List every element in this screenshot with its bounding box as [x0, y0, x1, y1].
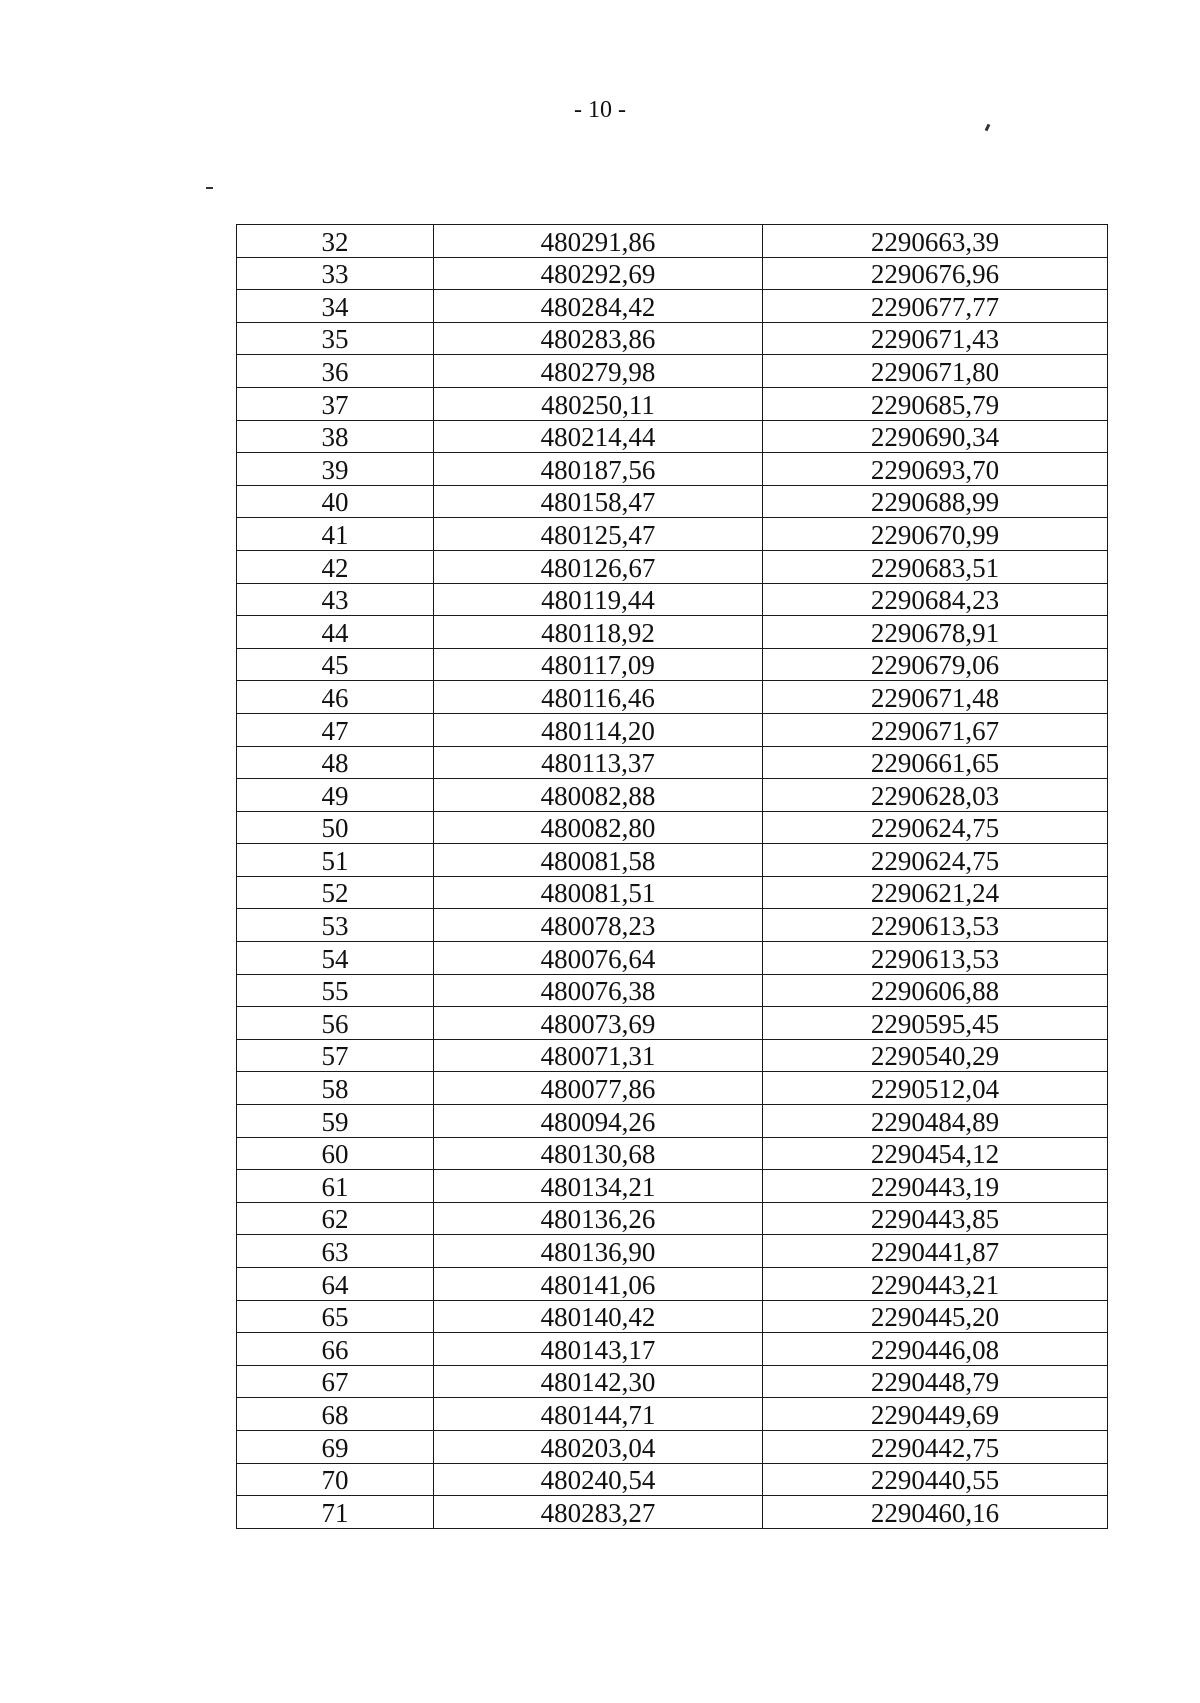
x-coordinate-cell: 480081,51	[434, 876, 763, 909]
x-coordinate-cell: 480078,23	[434, 909, 763, 942]
coordinates-table	[236, 224, 1108, 1529]
point-number-cell: 40	[237, 485, 434, 518]
y-coordinate-cell: 2290512,04	[763, 1072, 1108, 1105]
y-coordinate-cell: 2290684,23	[763, 583, 1108, 616]
point-number-cell: 46	[237, 681, 434, 714]
y-coordinate-cell: 2290676,96	[763, 257, 1108, 290]
y-coordinate-cell: 2290484,89	[763, 1105, 1108, 1138]
y-coordinate-cell: 2290683,51	[763, 550, 1108, 583]
scan-speck	[985, 124, 991, 132]
y-coordinate-cell: 2290613,53	[763, 909, 1108, 942]
table-row	[237, 1170, 1108, 1203]
x-coordinate-cell: 480130,68	[434, 1137, 763, 1170]
table-row	[237, 1496, 1108, 1529]
y-coordinate-cell: 2290671,48	[763, 681, 1108, 714]
point-number-cell: 42	[237, 550, 434, 583]
table-row	[237, 909, 1108, 942]
table-row	[237, 485, 1108, 518]
y-coordinate-cell: 2290624,75	[763, 811, 1108, 844]
table-row	[237, 681, 1108, 714]
table-row	[237, 257, 1108, 290]
x-coordinate-cell: 480082,88	[434, 779, 763, 812]
x-coordinate-cell: 480284,42	[434, 290, 763, 323]
point-number-cell: 41	[237, 518, 434, 551]
x-coordinate-cell: 480134,21	[434, 1170, 763, 1203]
table-row	[237, 779, 1108, 812]
table-row	[237, 355, 1108, 388]
x-coordinate-cell: 480136,90	[434, 1235, 763, 1268]
y-coordinate-cell: 2290540,29	[763, 1039, 1108, 1072]
x-coordinate-cell: 480081,58	[434, 844, 763, 877]
x-coordinate-cell: 480279,98	[434, 355, 763, 388]
y-coordinate-cell: 2290679,06	[763, 648, 1108, 681]
x-coordinate-cell: 480094,26	[434, 1105, 763, 1138]
y-coordinate-cell: 2290443,85	[763, 1202, 1108, 1235]
x-coordinate-cell: 480143,17	[434, 1333, 763, 1366]
table-row	[237, 1268, 1108, 1301]
x-coordinate-cell: 480117,09	[434, 648, 763, 681]
x-coordinate-cell: 480141,06	[434, 1268, 763, 1301]
y-coordinate-cell: 2290628,03	[763, 779, 1108, 812]
table-row	[237, 1333, 1108, 1366]
point-number-cell: 55	[237, 974, 434, 1007]
point-number-cell: 38	[237, 420, 434, 453]
point-number-cell: 60	[237, 1137, 434, 1170]
table-row	[237, 1072, 1108, 1105]
table-row	[237, 648, 1108, 681]
y-coordinate-cell: 2290671,80	[763, 355, 1108, 388]
y-coordinate-cell: 2290621,24	[763, 876, 1108, 909]
y-coordinate-cell: 2290440,55	[763, 1463, 1108, 1496]
table-row	[237, 290, 1108, 323]
x-coordinate-cell: 480136,26	[434, 1202, 763, 1235]
point-number-cell: 65	[237, 1300, 434, 1333]
table-row	[237, 1398, 1108, 1431]
point-number-cell: 57	[237, 1039, 434, 1072]
table-row	[237, 1202, 1108, 1235]
x-coordinate-cell: 480116,46	[434, 681, 763, 714]
x-coordinate-cell: 480158,47	[434, 485, 763, 518]
y-coordinate-cell: 2290454,12	[763, 1137, 1108, 1170]
table-row	[237, 420, 1108, 453]
x-coordinate-cell: 480076,64	[434, 942, 763, 975]
table-row	[237, 1300, 1108, 1333]
x-coordinate-cell: 480140,42	[434, 1300, 763, 1333]
y-coordinate-cell: 2290663,39	[763, 225, 1108, 258]
table-row	[237, 518, 1108, 551]
x-coordinate-cell: 480071,31	[434, 1039, 763, 1072]
point-number-cell: 67	[237, 1365, 434, 1398]
point-number-cell: 32	[237, 225, 434, 258]
table-row	[237, 746, 1108, 779]
x-coordinate-cell: 480250,11	[434, 387, 763, 420]
x-coordinate-cell: 480291,86	[434, 225, 763, 258]
table-row	[237, 550, 1108, 583]
table-row	[237, 583, 1108, 616]
table-row	[237, 1007, 1108, 1040]
y-coordinate-cell: 2290670,99	[763, 518, 1108, 551]
point-number-cell: 66	[237, 1333, 434, 1366]
point-number-cell: 56	[237, 1007, 434, 1040]
y-coordinate-cell: 2290445,20	[763, 1300, 1108, 1333]
x-coordinate-cell: 480113,37	[434, 746, 763, 779]
x-coordinate-cell: 480118,92	[434, 616, 763, 649]
point-number-cell: 33	[237, 257, 434, 290]
point-number-cell: 64	[237, 1268, 434, 1301]
point-number-cell: 52	[237, 876, 434, 909]
y-coordinate-cell: 2290613,53	[763, 942, 1108, 975]
y-coordinate-cell: 2290446,08	[763, 1333, 1108, 1366]
point-number-cell: 50	[237, 811, 434, 844]
x-coordinate-cell: 480077,86	[434, 1072, 763, 1105]
y-coordinate-cell: 2290443,19	[763, 1170, 1108, 1203]
x-coordinate-cell: 480142,30	[434, 1365, 763, 1398]
point-number-cell: 49	[237, 779, 434, 812]
y-coordinate-cell: 2290442,75	[763, 1430, 1108, 1463]
point-number-cell: 58	[237, 1072, 434, 1105]
point-number-cell: 69	[237, 1430, 434, 1463]
table-row	[237, 1039, 1108, 1072]
y-coordinate-cell: 2290449,69	[763, 1398, 1108, 1431]
point-number-cell: 53	[237, 909, 434, 942]
table-row	[237, 1105, 1108, 1138]
table-row	[237, 811, 1108, 844]
point-number-cell: 43	[237, 583, 434, 616]
table-row	[237, 1430, 1108, 1463]
table-row	[237, 1137, 1108, 1170]
table-row	[237, 1235, 1108, 1268]
y-coordinate-cell: 2290606,88	[763, 974, 1108, 1007]
table-row	[237, 876, 1108, 909]
point-number-cell: 68	[237, 1398, 434, 1431]
y-coordinate-cell: 2290685,79	[763, 387, 1108, 420]
y-coordinate-cell: 2290441,87	[763, 1235, 1108, 1268]
y-coordinate-cell: 2290595,45	[763, 1007, 1108, 1040]
point-number-cell: 34	[237, 290, 434, 323]
y-coordinate-cell: 2290690,34	[763, 420, 1108, 453]
point-number-cell: 59	[237, 1105, 434, 1138]
table-row	[237, 713, 1108, 746]
x-coordinate-cell: 480203,04	[434, 1430, 763, 1463]
point-number-cell: 71	[237, 1496, 434, 1529]
point-number-cell: 62	[237, 1202, 434, 1235]
point-number-cell: 37	[237, 387, 434, 420]
y-coordinate-cell: 2290448,79	[763, 1365, 1108, 1398]
page-number: - 10 -	[574, 97, 626, 123]
x-coordinate-cell: 480292,69	[434, 257, 763, 290]
x-coordinate-cell: 480119,44	[434, 583, 763, 616]
point-number-cell: 61	[237, 1170, 434, 1203]
x-coordinate-cell: 480126,67	[434, 550, 763, 583]
y-coordinate-cell: 2290460,16	[763, 1496, 1108, 1529]
coordinates-table-body	[237, 225, 1108, 1529]
table-row	[237, 453, 1108, 486]
x-coordinate-cell: 480076,38	[434, 974, 763, 1007]
point-number-cell: 47	[237, 713, 434, 746]
x-coordinate-cell: 480187,56	[434, 453, 763, 486]
scan-speck	[206, 187, 213, 189]
y-coordinate-cell: 2290443,21	[763, 1268, 1108, 1301]
point-number-cell: 36	[237, 355, 434, 388]
coordinates-table-container	[236, 224, 1107, 1529]
y-coordinate-cell: 2290671,67	[763, 713, 1108, 746]
y-coordinate-cell: 2290661,65	[763, 746, 1108, 779]
point-number-cell: 39	[237, 453, 434, 486]
y-coordinate-cell: 2290671,43	[763, 322, 1108, 355]
table-row	[237, 942, 1108, 975]
table-row	[237, 974, 1108, 1007]
table-row	[237, 844, 1108, 877]
x-coordinate-cell: 480114,20	[434, 713, 763, 746]
table-row	[237, 322, 1108, 355]
x-coordinate-cell: 480283,86	[434, 322, 763, 355]
point-number-cell: 48	[237, 746, 434, 779]
y-coordinate-cell: 2290678,91	[763, 616, 1108, 649]
x-coordinate-cell: 480082,80	[434, 811, 763, 844]
point-number-cell: 45	[237, 648, 434, 681]
table-row	[237, 225, 1108, 258]
point-number-cell: 70	[237, 1463, 434, 1496]
x-coordinate-cell: 480214,44	[434, 420, 763, 453]
y-coordinate-cell: 2290677,77	[763, 290, 1108, 323]
point-number-cell: 44	[237, 616, 434, 649]
point-number-cell: 51	[237, 844, 434, 877]
x-coordinate-cell: 480073,69	[434, 1007, 763, 1040]
y-coordinate-cell: 2290624,75	[763, 844, 1108, 877]
x-coordinate-cell: 480283,27	[434, 1496, 763, 1529]
point-number-cell: 35	[237, 322, 434, 355]
x-coordinate-cell: 480144,71	[434, 1398, 763, 1431]
table-row	[237, 1365, 1108, 1398]
table-row	[237, 616, 1108, 649]
table-row	[237, 1463, 1108, 1496]
x-coordinate-cell: 480125,47	[434, 518, 763, 551]
x-coordinate-cell: 480240,54	[434, 1463, 763, 1496]
y-coordinate-cell: 2290693,70	[763, 453, 1108, 486]
point-number-cell: 63	[237, 1235, 434, 1268]
table-row	[237, 387, 1108, 420]
y-coordinate-cell: 2290688,99	[763, 485, 1108, 518]
point-number-cell: 54	[237, 942, 434, 975]
